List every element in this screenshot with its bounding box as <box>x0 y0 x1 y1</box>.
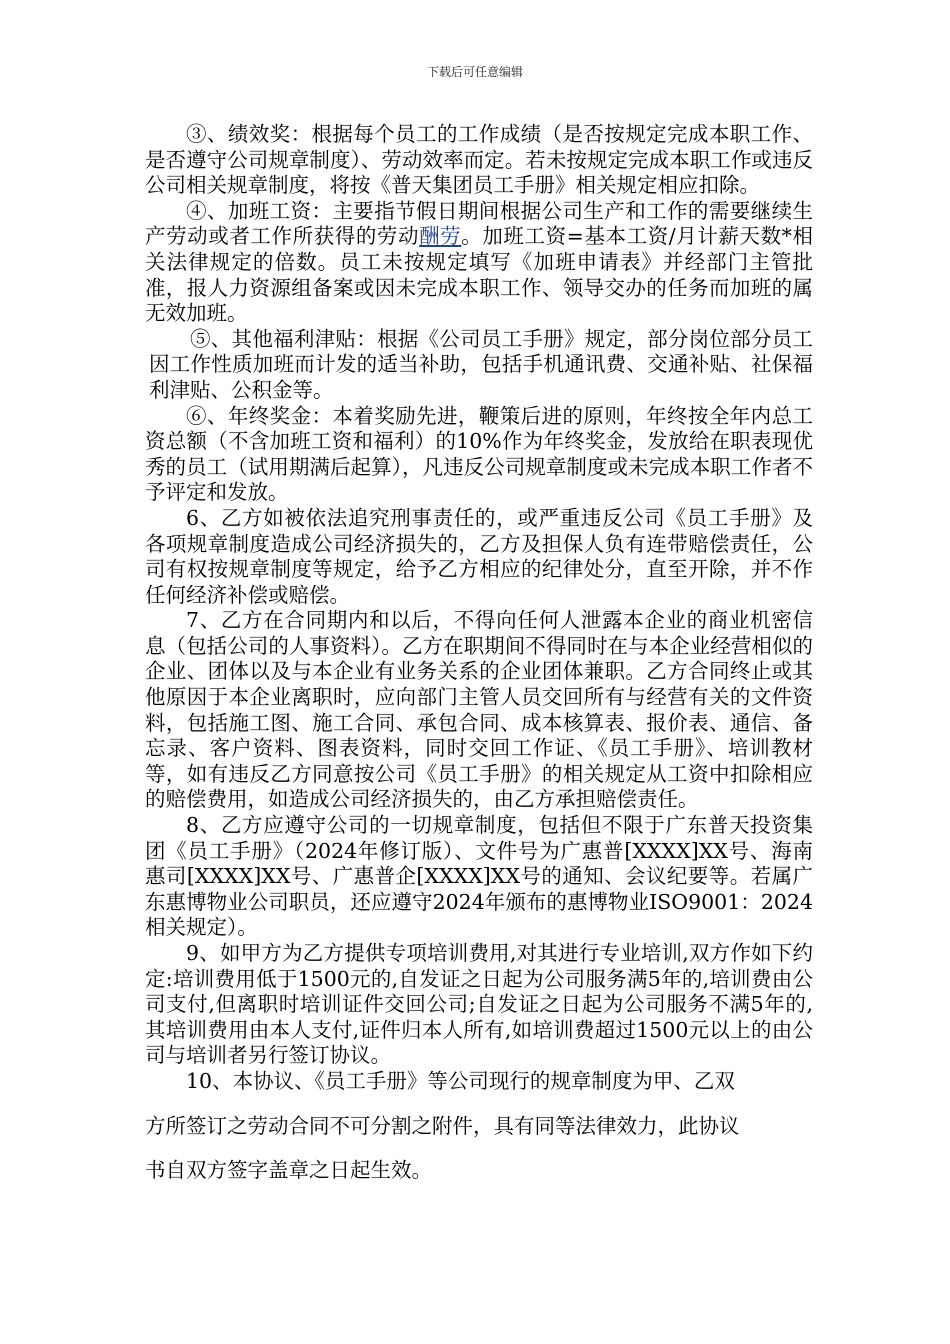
clause-9-training-fees: 9、如甲方为乙方提供专项培训费用,对其进行专业培训,双方作如下约定:培训费用低于1500元的,自发证之日起为公司服务满5年的,培训费由公司支付,但离职时培训证件交回公司;自发证之日起为公司服务不满5年的,其培训费用由本人支付,证件归本人所有,如培训费超过1500元以上的由公司与培训者另行签订协议。 <box>145 941 813 1068</box>
clause-6-liability: 6、乙方如被依法追究刑事责任的，或严重违反公司《员工手册》及各项规章制度造成公司经济损失的，乙方及担保人负有连带赔偿责任，公司有权按规章制度等规定，给予乙方相应的纪律处分，直至开除，并不作任何经济补偿或赔偿。 <box>145 505 813 607</box>
paragraph-other-allowances: ⑤、其他福利津贴：根据《公司员工手册》规定，部分岗位部分员工因工作性质加班而计发的适当补助，包括手机通讯费、交通补贴、社保福利津贴、公积金等。 <box>149 326 813 402</box>
clause-10-line-2: 方所签订之劳动合同不可分割之附件，具有同等法律效力，此协议 <box>145 1113 740 1138</box>
paragraph-overtime-pay <box>145 199 813 327</box>
remuneration-link[interactable]: 酬劳 <box>419 224 462 249</box>
clause-7-confidentiality: 7、乙方在合同期内和以后，不得向任何人泄露本企业的商业机密信息（包括公司的人事资料）。乙方在职期间不得同时在与本企业经营相似的企业、团体以及与本企业有业务关系的企业团体兼职。乙方合同终止或其他原因于本企业离职时，应向部门主管人员交回所有与经营有关的文件资料，包括施工图、施工合同、承包合同、成本核算表、报价表、通信、备忘录、客户资料、图表资料，同时交回工作证、《员工手册》、培训教材等，如有违反乙方同意按公司《员工手册》的相关规定从工资中扣除相应的赔偿费用，如造成公司经济损失的，由乙方承担赔偿责任。 <box>145 608 813 812</box>
clause-10-line-3: 书自双方签字盖章之日起生效。 <box>145 1158 432 1183</box>
page-header-note: 下载后可任意编辑 <box>426 65 523 79</box>
document-body <box>145 122 813 1184</box>
overtime-text-before-link: ④、加班工资：主要指节假日期间根据公司生产和工作的需要继续生产劳动或者工作所获得的劳动 <box>145 198 813 249</box>
overtime-text-after-link: 。加班工资=基本工资/月计薪天数*相关法律规定的倍数。员工未按规定填写《加班申请表》并经部门主管批准，报人力资源组备案或因未完成本职工作、领导交办的任务而加班的属无效加班。 <box>145 224 814 326</box>
paragraph-performance-bonus: ③、绩效奖：根据每个员工的工作成绩（是否按规定完成本职工作、是否遵守公司规章制度）、劳动效率而定。若未按规定完成本职工作或违反公司相关规章制度，将按《普天集团员工手册》相关规定相应扣除。 <box>145 122 813 198</box>
paragraph-year-end-bonus: ⑥、年终奖金：本着奖励先进，鞭策后进的原则，年终按全年内总工资总额（不含加班工资和福利）的10%作为年终奖金，发放给在职表现优秀的员工（试用期满后起算），凡违反公司规章制度或未完成本职工作者不予评定和发放。 <box>145 403 813 505</box>
clause-8-rules-compliance: 8、乙方应遵守公司的一切规章制度，包括但不限于广东普天投资集团《员工手册》（2024年修订版）、文件号为广惠普[XXXX]XX号、海南惠司[XXXX]XX号、广惠普企[XXXX]XX号的通知、会议纪要等。若属广东惠博物业公司职员，还应遵守2024年颁布的惠博物业ISO9001：2024相关规定）。 <box>145 813 813 940</box>
clause-10-line-1: 10、本协议、《员工手册》等公司现行的规章制度为甲、乙双 <box>186 1068 735 1093</box>
